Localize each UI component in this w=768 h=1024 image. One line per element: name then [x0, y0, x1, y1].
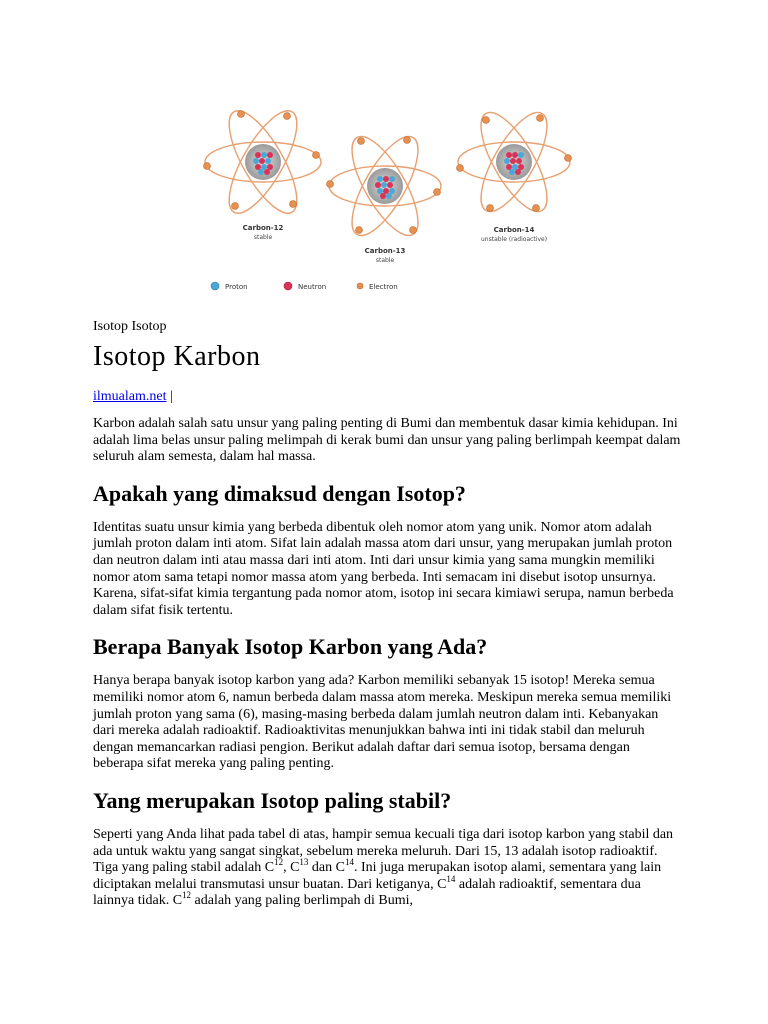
proton-legend-label: Proton	[225, 283, 248, 291]
atom-status: unstable (radioactive)	[480, 236, 548, 243]
superscript: 13	[299, 857, 309, 868]
section-heading-jumlah-isotop: Berapa Banyak Isotop Karbon yang Ada?	[93, 634, 488, 660]
superscript: 12	[274, 857, 284, 868]
atom-name: Carbon-13	[364, 247, 406, 255]
text-part: Seperti yang Anda lihat pada tabel di atas, hampir semua kecuali tiga dari isotop karbon yang stabil dan ada untuk waktu yang sangat singkat, sebelum mereka meluruh. Dari 15, 13 adalah isotop radioaktif. Tiga yang paling stabil adalah C	[93, 826, 674, 876]
section-heading-isotop-stabil: Yang merupakan Isotop paling stabil?	[93, 787, 452, 813]
text-part: , C	[283, 860, 300, 876]
neutron-legend-dot	[284, 282, 292, 290]
atom-diagram	[190, 88, 577, 304]
section-heading-isotop: Apakah yang dimaksud dengan Isotop?	[93, 480, 466, 506]
carbon-isotopes-figure	[190, 88, 577, 304]
proton-legend-dot	[211, 282, 219, 290]
carbon-13-atom	[327, 128, 442, 264]
figure-legend	[211, 282, 398, 291]
electron-legend-dot	[357, 283, 363, 289]
section-body-jumlah-isotop: Hanya berapa banyak isotop karbon yang ada? Karbon memiliki sebanyak 15 isotop! Mereka semua memiliki nomor atom 6, namun berbeda dalam massa atom mereka. Meskipun mereka semua memiliki jumlah proton yang sama (6), masing-masing berbeda dalam jumlah neutron dalam inti. Kebanyakan dari mereka adalah radioaktif. Radioaktivitas menunjukkan bahwa inti ini tidak stabil dan meluruh dengan memancarkan radiasi pengion. Berikut adalah daftar dari semua isotop, bersama dengan beberapa sifat mereka yang paling penting.	[93, 673, 672, 772]
atom-name: Carbon-12	[242, 224, 284, 232]
atom-status: stable	[375, 257, 395, 264]
carbon-14-atom	[457, 104, 572, 243]
text-part: adalah yang paling berlimpah di Bumi,	[191, 893, 414, 909]
page-title: Isotop Karbon	[93, 341, 261, 372]
intro-paragraph: Karbon adalah salah satu unsur yang paling penting di Bumi dan membentuk dasar kimia kehidupan. Ini adalah lima belas unsur paling melimpah di kerak bumi dan unsur yang paling berlimpah keempat dalam seluruh alam semesta, dalam hal massa.	[93, 416, 681, 465]
carbon-12-atom	[204, 102, 322, 241]
superscript: 14	[446, 873, 456, 884]
article	[93, 318, 683, 924]
superscript: 12	[182, 890, 192, 901]
section-body-isotop-stabil	[93, 827, 683, 910]
atom-name: Carbon-14	[493, 226, 535, 234]
text-part: dan C	[308, 860, 345, 876]
source-separator: |	[169, 389, 173, 404]
source-line	[93, 388, 683, 406]
superscript: 14	[344, 857, 354, 868]
section-body-isotop: Identitas suatu unsur kimia yang berbeda dibentuk oleh nomor atom yang unik. Nomor atom adalah jumlah proton dalam inti atom. Sifat lain adalah massa atom dari unsur, yang merupakan jumlah proton dan neutron dalam inti atau massa dari inti atom. Inti dari unsur kimia yang sama mungkin memiliki nomor atom sama tetapi nomor massa atom yang berbeda. Inti semacam ini disebut isotop unsurnya. Karena, sifat-sifat kimia tergantung pada nomor atom, isotop ini secara kimiawi serupa, namun berbeda dalam sifat fisik tertentu.	[93, 519, 674, 618]
text-part: adalah radioaktif, sementara dua lainnya tidak. C	[93, 876, 641, 909]
atom-status: stable	[253, 234, 273, 241]
electron-legend-label: Electron	[369, 283, 398, 291]
source-link[interactable]: ilmualam.net	[93, 389, 167, 404]
text-part: . Ini juga merupakan isotop alami, sementara yang lain diciptakan melalui transmutasi unsur buatan. Dari ketiganya, C	[93, 860, 662, 892]
article-category: Isotop Isotop	[93, 319, 167, 334]
neutron-legend-label: Neutron	[298, 283, 327, 291]
